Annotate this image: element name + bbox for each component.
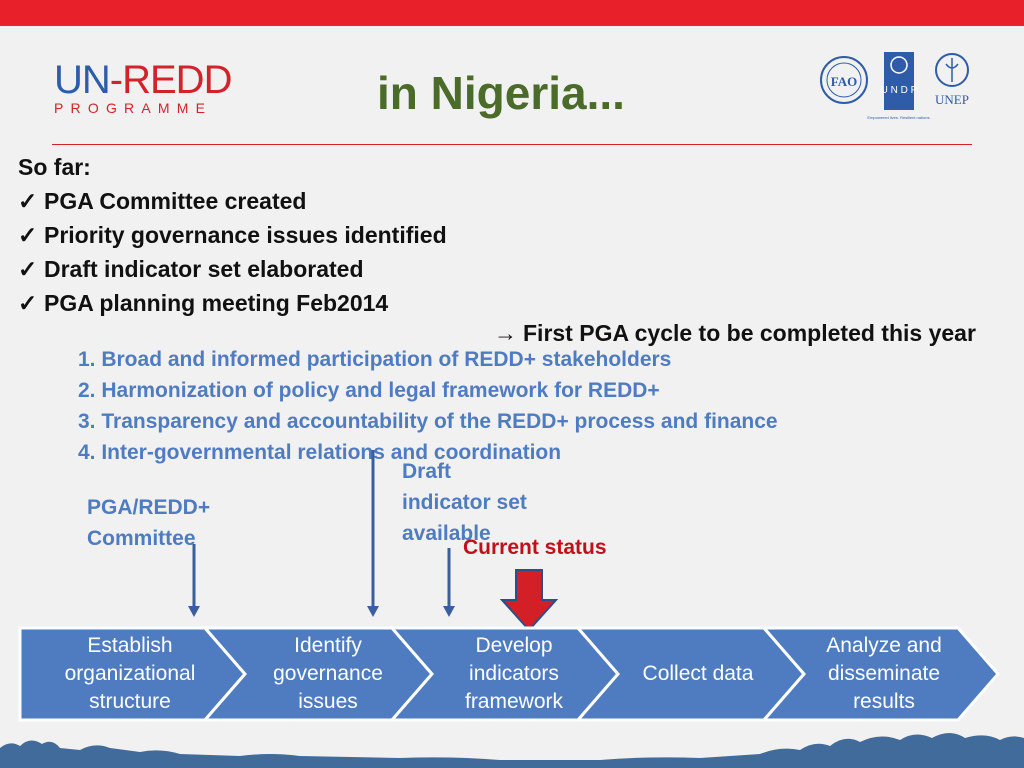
check-icon: ✓: [18, 222, 38, 248]
step-collect: Collect data: [642, 662, 754, 685]
logo-un: UN: [54, 58, 110, 102]
check-icon: ✓: [18, 290, 38, 316]
logo-programme: PROGRAMME: [54, 100, 213, 116]
un-redd-logo: [54, 60, 231, 116]
step-establish: Establish organizational structure: [64, 634, 196, 713]
list-item: ✓ PGA Committee created: [18, 184, 447, 218]
logo-redd: REDD: [122, 58, 232, 102]
list-item: ✓ Priority governance issues identified: [18, 218, 447, 252]
list-item: 3. Transparency and accountability of the REDD+ process and finance: [78, 410, 778, 433]
step-develop: Develop indicators framework: [464, 634, 564, 713]
list-item: ✓ Draft indicator set elaborated: [18, 252, 447, 286]
right-arrow-icon: →: [494, 320, 517, 346]
check-icon: ✓: [18, 188, 38, 214]
fao-text: FAO: [830, 74, 858, 89]
list-item: 2. Harmonization of policy and legal framework for REDD+: [78, 379, 660, 402]
top-accent-bar: [0, 0, 1024, 26]
header-divider: [52, 144, 972, 145]
logo-dash: -: [109, 58, 123, 102]
step-identify: Identify governance issues: [273, 634, 383, 713]
so-far-section: [18, 150, 447, 320]
committee-label: PGA/REDD+ Committee: [87, 496, 211, 550]
next-step-note: [494, 320, 976, 347]
check-icon: ✓: [18, 256, 38, 282]
forest-silhouette-icon: [0, 718, 1024, 768]
so-far-heading: So far:: [18, 154, 91, 180]
list-item: ✓ PGA planning meeting Feb2014: [18, 286, 447, 320]
next-step-text: First PGA cycle to be completed this year: [523, 320, 976, 346]
principles-list: [78, 344, 778, 468]
list-item: 1. Broad and informed participation of REDD+ stakeholders: [78, 348, 672, 371]
list-item: 4. Inter-governmental relations and coordination: [78, 441, 562, 464]
undp-logo-icon: [867, 52, 930, 120]
undp-caption: Empowered lives. Resilient nations.: [867, 115, 931, 120]
unep-text: UNEP: [935, 92, 969, 107]
undp-text: U N D P: [880, 85, 918, 96]
issues-arrow-icon: [364, 450, 382, 618]
partner-logos: [818, 52, 978, 132]
fao-logo-icon: [821, 57, 867, 103]
current-status-label: Current status: [463, 536, 607, 559]
draft-indicator-label: Draft indicator set available: [402, 460, 527, 545]
step-analyze: Analyze and disseminate results: [826, 634, 942, 713]
page-title: in Nigeria...: [377, 67, 625, 119]
unep-logo-icon: [935, 54, 969, 107]
